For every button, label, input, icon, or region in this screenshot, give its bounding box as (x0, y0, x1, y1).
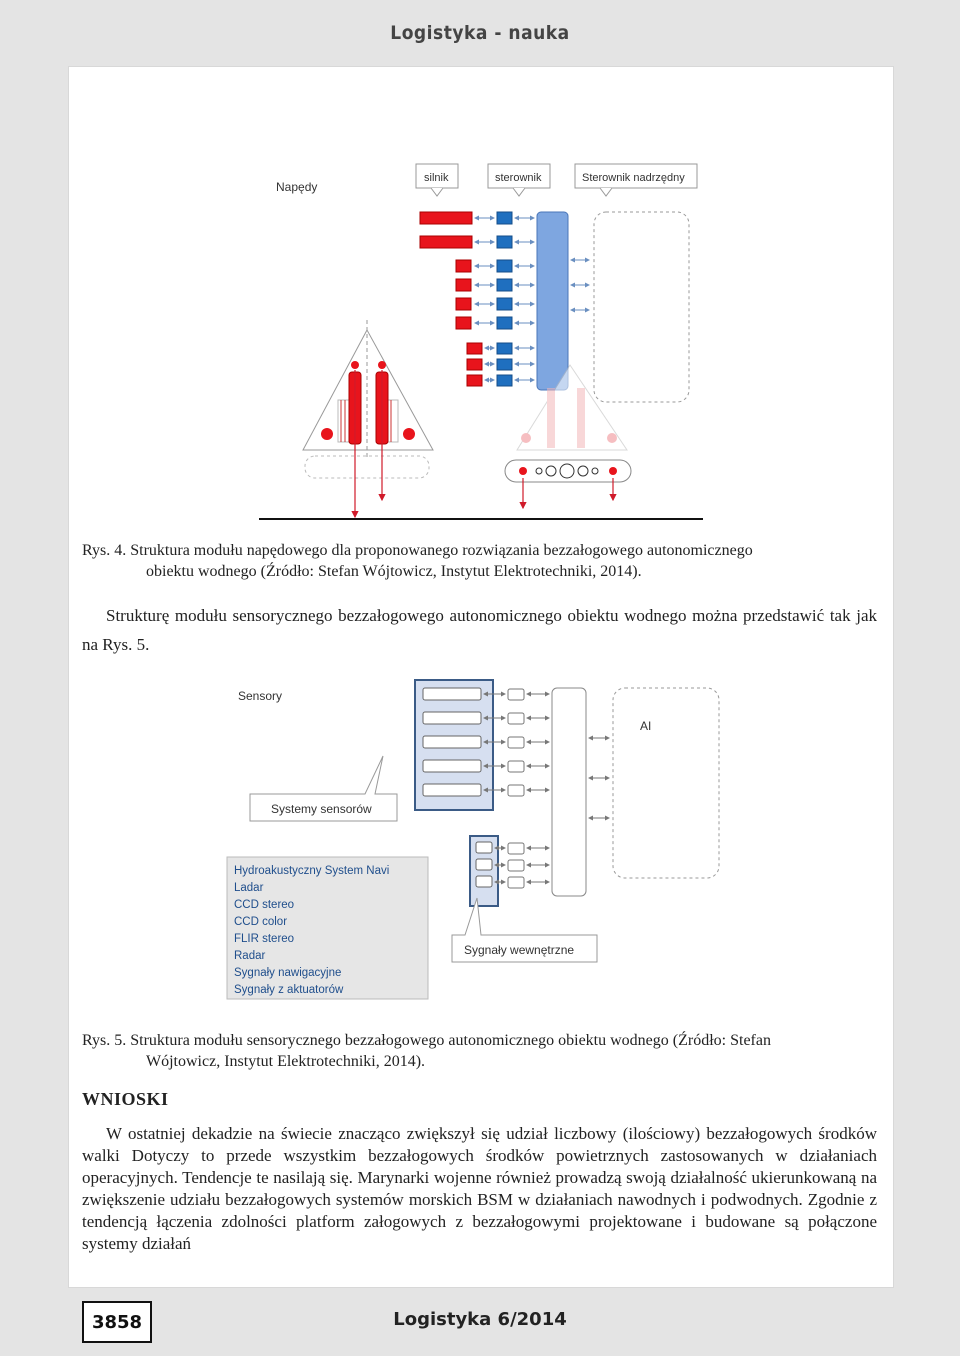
paragraph-conclusions: W ostatniej dekadzie na świecie znacząco zwiększył się udział liczbowy (ilościowy) bezzałogowych środków walki Dotyczy to przede wszystkim bezzałogowych środków powietrznych zastosowanych w działaniach operacyjnych. Tendencje te nasilają się. Marynarki wojenne również prowadzą swoją działalność ukierunkowaną na zwiększenie udziału bezzałogowych systemów morskich BSM w działaniach nawodnych i podwodnych. Zgodnie z tendencją łączenia zdolności platform załogowych z bezzałogowymi projektowane i budowane są połączone systemy działań (82, 1124, 877, 1253)
figure-5-caption-line1: Rys. 5. Struktura modułu sensorycznego bezzałogowego autonomicznego obiektu wodnego (Źródło: Stefan (82, 1032, 771, 1049)
sensor-list-item: Ladar (234, 882, 264, 894)
link-arrows (475, 218, 589, 380)
footer-journal: Logistyka 6/2014 (393, 1309, 567, 1330)
ai-dashed-box (594, 212, 689, 402)
figure-4-caption-line2: obiektu wodnego (Źródło: Stefan Wójtowicz, Instytut Elektrotechniki, 2014). (146, 563, 642, 580)
running-header: Logistyka - nauka (390, 22, 570, 44)
figure-4-caption (82, 540, 872, 582)
master-controller-bar (537, 212, 568, 390)
section-heading-conclusions: WNIOSKI (82, 1089, 169, 1109)
ai-box (613, 688, 719, 878)
vessel-right-schematic (517, 365, 627, 450)
sensor-list-item: Radar (234, 950, 266, 962)
vessel-left-schematic (303, 320, 433, 517)
interface-blocks (508, 689, 524, 888)
figure-4-diagram (255, 160, 705, 526)
label-motor: silnik (424, 172, 449, 184)
sensor-list-item: Sygnały nawigacyjne (234, 967, 342, 979)
figure-4-caption-line1: Rys. 4. Struktura modułu napędowego dla proponowanego rozwiązania bezzałogowego autonomicznego (82, 542, 753, 559)
label-sensor-systems: Systemy sensorów (271, 802, 372, 816)
label-controller: sterownik (495, 172, 542, 184)
paragraph-intro: Strukturę modułu sensorycznego bezzałogowego autonomicznego obiektu wodnego można przedstawić tak jak na Rys. 5. (82, 606, 877, 654)
sensor-list-item: Sygnały z aktuatorów (234, 984, 344, 996)
internal-slots (476, 842, 492, 887)
sensor-list-item: CCD stereo (234, 899, 295, 911)
sensor-arrows (484, 694, 609, 882)
vessel-bottom-view (505, 460, 631, 508)
sensor-list-item: CCD color (234, 916, 288, 928)
label-master-controller: Sterownik nadrzędny (582, 172, 685, 184)
label-ai: AI (640, 719, 652, 733)
motor-blocks (420, 212, 482, 386)
figure-5-caption-line2: Wójtowicz, Instytut Elektrotechniki, 2014). (146, 1053, 426, 1070)
label-internal-signals: Sygnały wewnętrzne (464, 943, 575, 957)
fusion-bar (552, 688, 586, 896)
label-sensors: Sensory (238, 689, 283, 703)
sensor-list-item: Hydroakustyczny System Navi (234, 865, 390, 877)
label-drives: Napędy (276, 180, 318, 194)
page-number: 3858 (91, 1311, 143, 1333)
controller-blocks (497, 212, 512, 386)
sensor-list-item: FLIR stereo (234, 933, 295, 945)
figure-5-diagram (225, 678, 725, 1003)
figure-5-caption (82, 1030, 872, 1072)
